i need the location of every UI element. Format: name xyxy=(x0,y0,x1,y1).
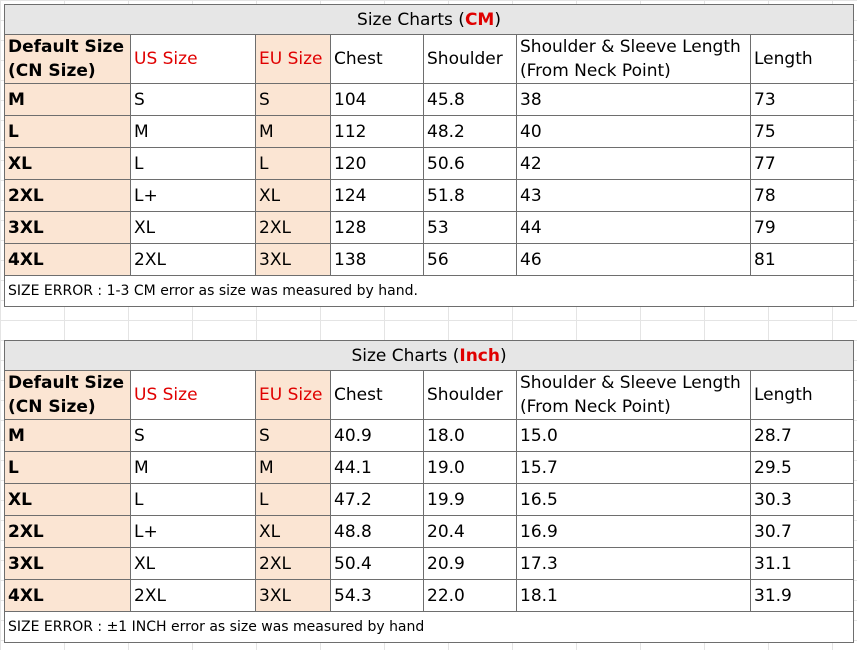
cell-sleeve-length: 43 xyxy=(517,180,751,212)
title-suffix: ) xyxy=(499,345,507,366)
header-default-size-line2: (CN Size) xyxy=(8,61,96,81)
cell-shoulder: 19.9 xyxy=(424,484,517,516)
cell-us-size: L+ xyxy=(131,516,256,548)
cell-length: 81 xyxy=(751,244,854,276)
cell-us-size: M xyxy=(131,116,256,148)
title-unit: Inch xyxy=(459,345,500,366)
header-sleeve-length xyxy=(517,371,751,420)
table-row xyxy=(5,84,854,116)
title-prefix: Size Charts ( xyxy=(357,9,465,30)
size-error-note: SIZE ERROR : 1-3 CM error as size was measured by hand. xyxy=(5,276,854,307)
cell-chest: 120 xyxy=(331,148,424,180)
cell-eu-size: L xyxy=(256,484,331,516)
cell-cn-size: M xyxy=(5,420,131,452)
size-error-note-row xyxy=(5,612,854,643)
cell-shoulder: 50.6 xyxy=(424,148,517,180)
cell-sleeve-length: 15.7 xyxy=(517,452,751,484)
cell-cn-size: L xyxy=(5,452,131,484)
cell-sleeve-length: 42 xyxy=(517,148,751,180)
cell-length: 78 xyxy=(751,180,854,212)
cell-eu-size: XL xyxy=(256,516,331,548)
cell-shoulder: 51.8 xyxy=(424,180,517,212)
cell-length: 29.5 xyxy=(751,452,854,484)
title-unit: CM xyxy=(464,9,495,30)
cell-cn-size: 2XL xyxy=(5,180,131,212)
header-default-size-line1: Default Size xyxy=(8,373,124,393)
title-prefix: Size Charts ( xyxy=(351,345,460,366)
cell-sleeve-length: 16.5 xyxy=(517,484,751,516)
cell-eu-size: S xyxy=(256,84,331,116)
header-eu-size: EU Size xyxy=(256,35,331,84)
header-sleeve-line2: (From Neck Point) xyxy=(520,61,671,81)
title-suffix: ) xyxy=(494,9,501,30)
size-chart-inch xyxy=(4,340,854,643)
cell-chest: 47.2 xyxy=(331,484,424,516)
cell-length: 73 xyxy=(751,84,854,116)
cell-length: 75 xyxy=(751,116,854,148)
cell-chest: 128 xyxy=(331,212,424,244)
cell-shoulder: 53 xyxy=(424,212,517,244)
cell-chest: 44.1 xyxy=(331,452,424,484)
cell-us-size: M xyxy=(131,452,256,484)
cell-chest: 48.8 xyxy=(331,516,424,548)
header-shoulder: Shoulder xyxy=(424,35,517,84)
header-length: Length xyxy=(751,35,854,84)
table-row xyxy=(5,244,854,276)
cell-us-size: XL xyxy=(131,548,256,580)
cell-length: 28.7 xyxy=(751,420,854,452)
cell-us-size: L xyxy=(131,484,256,516)
cell-eu-size: 3XL xyxy=(256,244,331,276)
cell-sleeve-length: 38 xyxy=(517,84,751,116)
cell-us-size: L xyxy=(131,148,256,180)
table-row xyxy=(5,452,854,484)
header-us-size: US Size xyxy=(131,371,256,420)
table-row xyxy=(5,212,854,244)
cell-shoulder: 18.0 xyxy=(424,420,517,452)
cell-sleeve-length: 44 xyxy=(517,212,751,244)
cell-us-size: 2XL xyxy=(131,580,256,612)
table-row xyxy=(5,580,854,612)
cell-length: 30.3 xyxy=(751,484,854,516)
cell-length: 30.7 xyxy=(751,516,854,548)
cell-cn-size: XL xyxy=(5,148,131,180)
cell-chest: 112 xyxy=(331,116,424,148)
size-error-note-row xyxy=(5,276,854,307)
header-sleeve-line1: Shoulder & Sleeve Length xyxy=(520,373,741,393)
cell-chest: 104 xyxy=(331,84,424,116)
cell-cn-size: 2XL xyxy=(5,516,131,548)
header-row xyxy=(5,35,854,84)
table-row xyxy=(5,484,854,516)
cell-sleeve-length: 18.1 xyxy=(517,580,751,612)
cell-length: 31.1 xyxy=(751,548,854,580)
cell-shoulder: 48.2 xyxy=(424,116,517,148)
cell-chest: 138 xyxy=(331,244,424,276)
cell-us-size: L+ xyxy=(131,180,256,212)
cell-shoulder: 19.0 xyxy=(424,452,517,484)
table-row xyxy=(5,116,854,148)
header-chest: Chest xyxy=(331,371,424,420)
cell-cn-size: M xyxy=(5,84,131,116)
header-length: Length xyxy=(751,371,854,420)
cell-eu-size: L xyxy=(256,148,331,180)
cell-sleeve-length: 16.9 xyxy=(517,516,751,548)
cell-shoulder: 20.4 xyxy=(424,516,517,548)
cell-cn-size: 4XL xyxy=(5,580,131,612)
header-eu-size: EU Size xyxy=(256,371,331,420)
cell-chest: 50.4 xyxy=(331,548,424,580)
cell-shoulder: 22.0 xyxy=(424,580,517,612)
cell-cn-size: XL xyxy=(5,484,131,516)
header-default-size xyxy=(5,35,131,84)
cell-eu-size: M xyxy=(256,116,331,148)
chart-title xyxy=(5,341,854,371)
header-sleeve-length xyxy=(517,35,751,84)
header-shoulder: Shoulder xyxy=(424,371,517,420)
table-row xyxy=(5,548,854,580)
cell-sleeve-length: 46 xyxy=(517,244,751,276)
table-row xyxy=(5,516,854,548)
table-row xyxy=(5,148,854,180)
cell-chest: 124 xyxy=(331,180,424,212)
cell-us-size: S xyxy=(131,84,256,116)
cell-cn-size: L xyxy=(5,116,131,148)
cell-shoulder: 20.9 xyxy=(424,548,517,580)
size-error-note: SIZE ERROR : ±1 INCH error as size was measured by hand xyxy=(5,612,854,643)
header-sleeve-line2: (From Neck Point) xyxy=(520,397,671,417)
header-sleeve-line1: Shoulder & Sleeve Length xyxy=(520,37,741,57)
cell-eu-size: 2XL xyxy=(256,548,331,580)
cell-us-size: XL xyxy=(131,212,256,244)
cell-length: 79 xyxy=(751,212,854,244)
cell-cn-size: 3XL xyxy=(5,212,131,244)
header-default-size xyxy=(5,371,131,420)
header-default-size-line2: (CN Size) xyxy=(8,397,96,417)
cell-us-size: S xyxy=(131,420,256,452)
table-row xyxy=(5,420,854,452)
cell-shoulder: 45.8 xyxy=(424,84,517,116)
header-chest: Chest xyxy=(331,35,424,84)
cell-eu-size: M xyxy=(256,452,331,484)
chart-title xyxy=(5,5,854,35)
cell-sleeve-length: 15.0 xyxy=(517,420,751,452)
cell-eu-size: S xyxy=(256,420,331,452)
cell-eu-size: XL xyxy=(256,180,331,212)
cell-us-size: 2XL xyxy=(131,244,256,276)
cell-shoulder: 56 xyxy=(424,244,517,276)
cell-eu-size: 3XL xyxy=(256,580,331,612)
cell-length: 77 xyxy=(751,148,854,180)
header-us-size: US Size xyxy=(131,35,256,84)
header-default-size-line1: Default Size xyxy=(8,37,124,57)
cell-chest: 40.9 xyxy=(331,420,424,452)
cell-length: 31.9 xyxy=(751,580,854,612)
cell-eu-size: 2XL xyxy=(256,212,331,244)
size-chart-cm xyxy=(4,4,854,307)
table-row xyxy=(5,180,854,212)
header-row xyxy=(5,371,854,420)
cell-sleeve-length: 17.3 xyxy=(517,548,751,580)
cell-cn-size: 4XL xyxy=(5,244,131,276)
cell-sleeve-length: 40 xyxy=(517,116,751,148)
cell-chest: 54.3 xyxy=(331,580,424,612)
cell-cn-size: 3XL xyxy=(5,548,131,580)
